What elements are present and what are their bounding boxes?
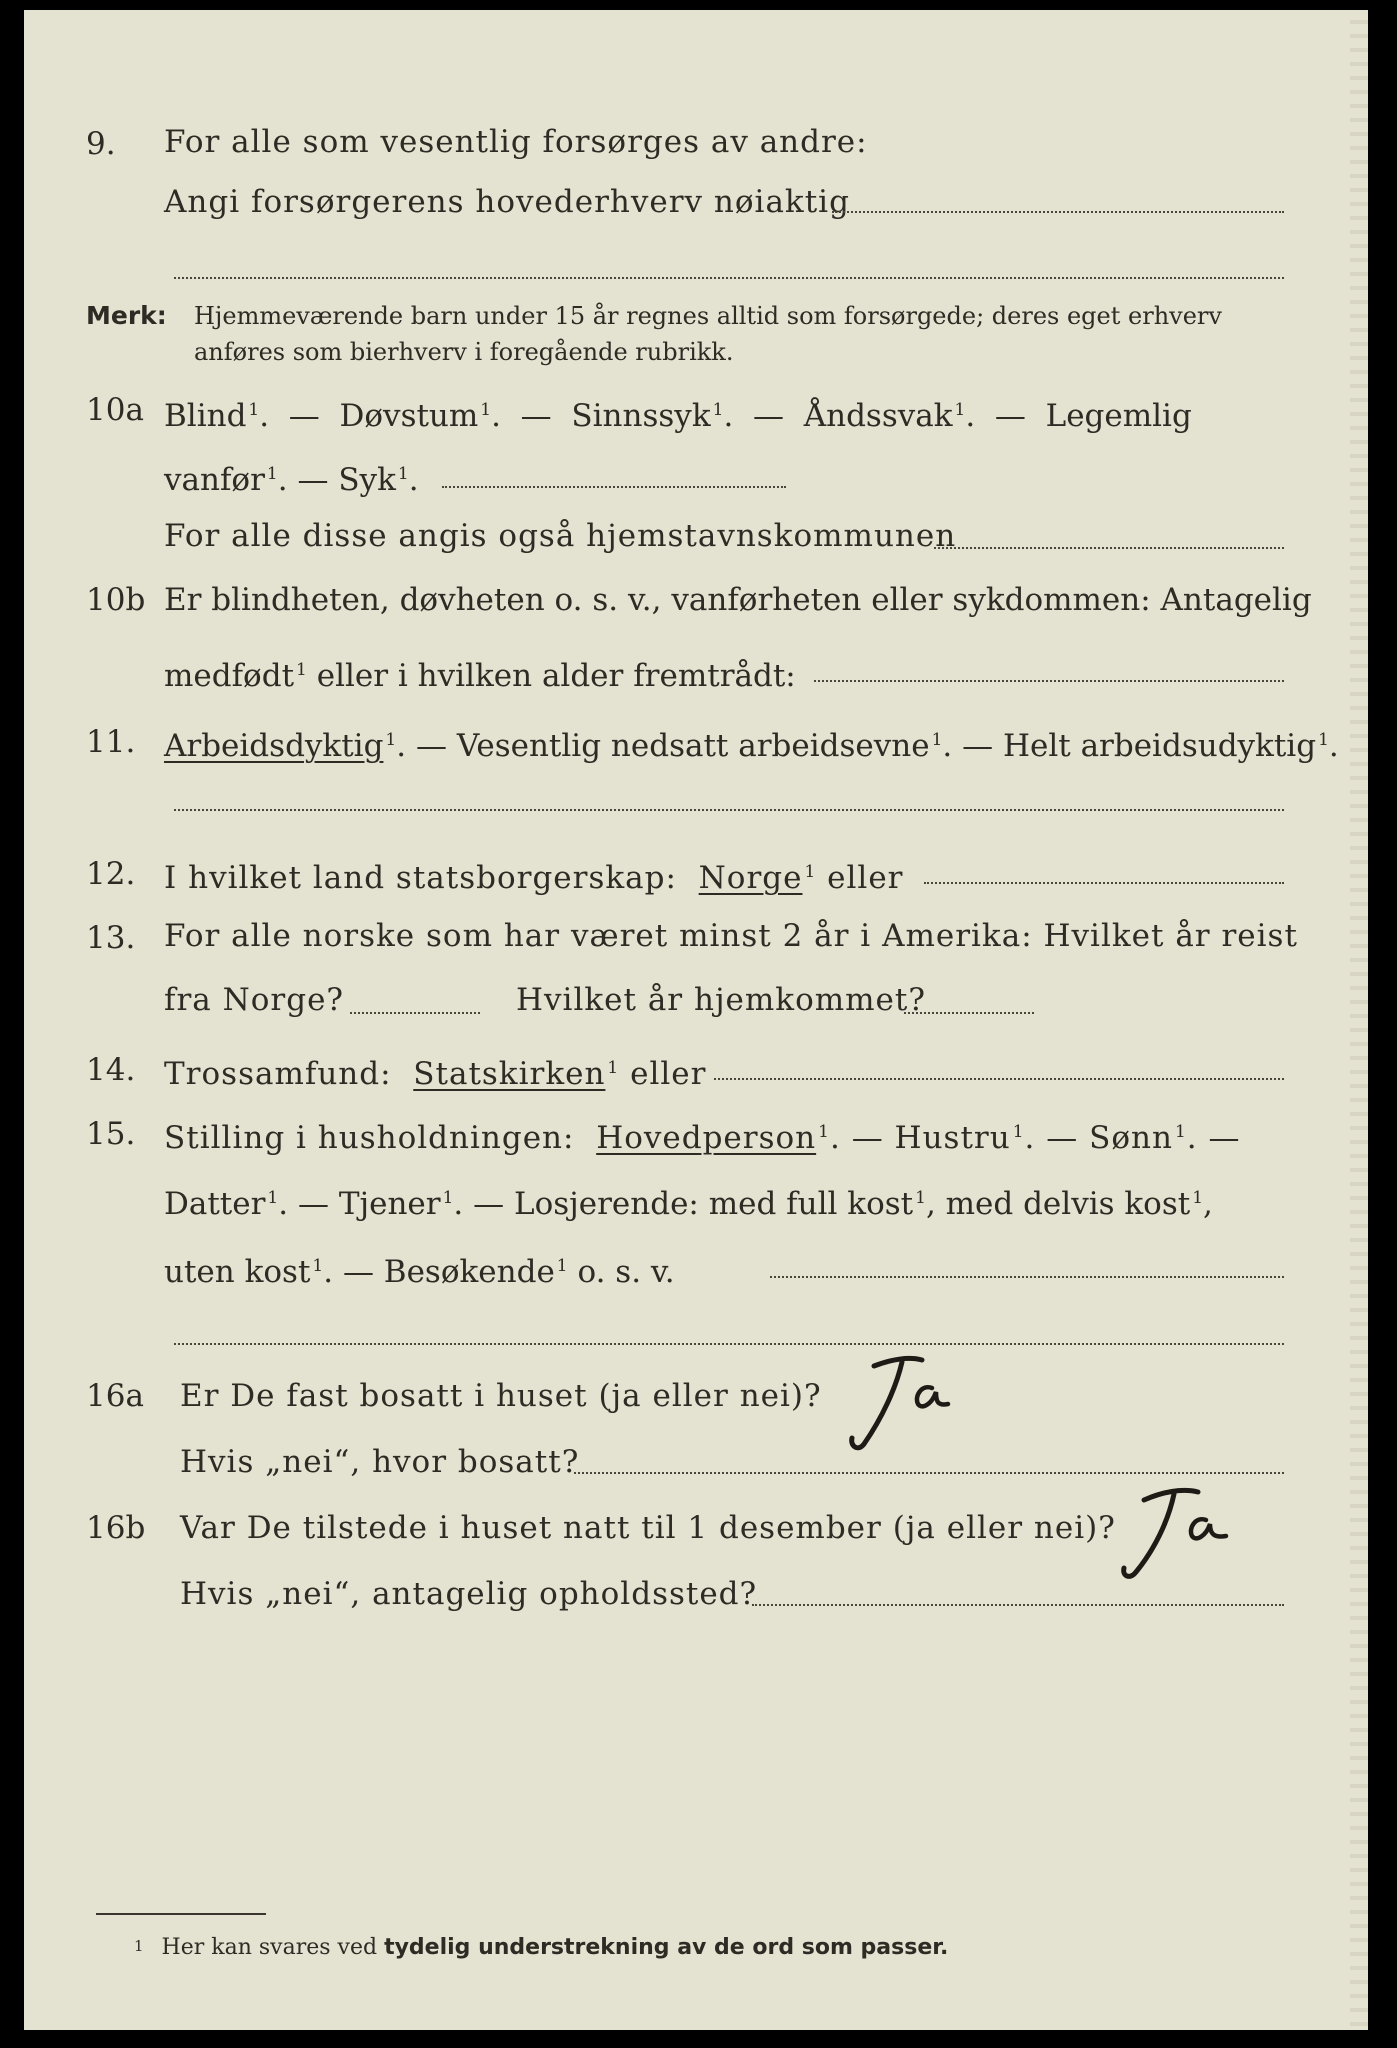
option-andssvak: Åndssvak [803,398,953,434]
q14-line: Trossamfund: Statskirken $^1$ eller [164,1056,707,1092]
q10b-answer-line [814,680,1284,682]
option-arbeidsdyktig: Arbeidsdyktig [164,728,384,764]
footnote-mark: 1 [134,1937,144,1955]
item-number-14: 14. [86,1052,136,1088]
q15-line2: Datter $^1$. — Tjener $^1$. — Losjerende: med full kost $^1$, med delvis kost $^1$, [164,1186,1213,1222]
option-dovstum: Døvstum [339,398,479,434]
q15-answer-line-2 [174,1343,1284,1345]
footnote-pre: Her kan svares ved [161,1935,378,1960]
option-norge: Norge [698,860,803,896]
q10a-line3: For alle disse angis også hjemstavnskommunen [164,518,957,554]
item-number-10a: 10a [86,392,144,428]
q11-answer-line [174,809,1284,811]
option-vanfor: vanfør [164,462,265,498]
q13-hjem: Hvilket år hjemkommet? [516,982,926,1018]
option-hustru: — Hustru [851,1120,1011,1156]
q9-answer-line [832,211,1284,213]
q15-osv: o. s. v. [577,1254,675,1290]
option-blind: Blind [164,398,247,434]
q12-text: I hvilket land statsborgerskap: [164,860,677,896]
q9-answer-line-2 [174,277,1284,279]
item-number-13: 13. [86,920,136,956]
q15-line3: uten kost $^1$. — Besøkende $^1$ o. s. v. [164,1254,675,1290]
q15-text: Stilling i husholdningen: [164,1120,575,1156]
option-uten: uten kost [164,1254,311,1290]
q13-hjem-line [904,1012,1034,1014]
q10a-line1: Blind $^1$. — Døvstum $^1$. — Sinnssyk $^1$. — Åndssvak $^1$. — Legemlig [164,398,1192,434]
merk-label: Merk: [86,301,167,330]
q14-answer-line [714,1078,1284,1080]
option-besokende: — Besøkende [342,1254,555,1290]
form-page [24,10,1368,2030]
option-delvis: , med delvis kost [925,1186,1191,1222]
footnote [134,1931,948,1963]
option-losjerende: — Losjerende: med full kost [473,1186,914,1222]
item-number-11: 11. [86,724,136,760]
q13-reist: fra Norge? [164,982,345,1018]
q10a-line2: vanfør $^1$. — Syk $^1$. [164,462,419,498]
q10a-home-line [934,547,1284,549]
option-syk: Syk [338,462,396,498]
option-statskirken: Statskirken [413,1056,606,1092]
item-number-12: 12. [86,856,136,892]
census-form [24,10,1368,2030]
q11-line: Arbeidsdyktig $^1$. — Vesentlig nedsatt arbeidsevne $^1$. — Helt arbeidsudyktig $^1$. [164,728,1339,764]
option-medfodt: medfødt [164,658,295,694]
footnote-rule [96,1913,266,1915]
q12-eller: eller [827,860,904,896]
option-tjener: — Tjener [297,1186,441,1222]
merk-line1: Hjemmeværende barn under 15 år regnes alltid som forsørgede; deres eget erhverv [194,302,1222,330]
q10b-line2: medfødt $^1$ eller i hvilken alder fremtrådt: [164,658,796,694]
option-legemlig: Legemlig [1045,398,1192,434]
item-number-10b: 10b [86,582,146,618]
q16b-line1: Var De tilstede i huset natt til 1 desember (ja eller nei)? [180,1510,1116,1546]
q13-reist-line [350,1012,480,1014]
q9-line1: For alle som vesentlig forsørges av andre: [164,124,868,160]
item-number-16a: 16a [86,1378,144,1414]
q16b-answer-line [752,1604,1284,1606]
q12-answer-line [924,882,1284,884]
q10b-alder: eller i hvilken alder fremtrådt: [316,658,796,694]
q15-answer-line [770,1276,1284,1278]
item-number-16b: 16b [86,1510,146,1546]
q14-eller: eller [630,1056,707,1092]
q9-line2: Angi forsørgerens hovederhverv nøiaktig [164,184,850,220]
option-sinnssyk: Sinnssyk [571,398,711,434]
footnote-bold: tydelig understrekning av de ord som passer. [384,1935,949,1960]
merk-line2: anføres som bierhverv i foregående rubrikk. [194,338,734,366]
item-number-15: 15. [86,1116,136,1152]
q12-line: I hvilket land statsborgerskap: Norge $^1$ eller [164,860,904,896]
q16a-answer-line [574,1472,1284,1474]
q16b-line2: Hvis „nei“, antagelig opholdssted? [180,1576,758,1612]
option-udyktig: — Helt arbeidsudyktig [962,728,1317,764]
q14-text: Trossamfund: [164,1056,392,1092]
q10b-line1: Er blindheten, døvheten o. s. v., vanførheten eller sykdommen: Antagelig [164,582,1312,618]
q15-line1: Stilling i husholdningen: Hovedperson $^1$. — Hustru $^1$. — Sønn $^1$. — [164,1120,1241,1156]
handwritten-answer-16b [1098,1480,1248,1590]
handwritten-answer-16a [830,1348,970,1458]
q10a-answer-line [442,486,786,488]
option-sonn: — Sønn [1046,1120,1173,1156]
option-hovedperson: Hovedperson [596,1120,817,1156]
item-number-9: 9. [86,126,116,162]
option-datter: Datter [164,1186,266,1222]
q13-line1: For alle norske som har været minst 2 år i Amerika: Hvilket år reist [164,918,1298,954]
q16a-line2: Hvis „nei“, hvor bosatt? [180,1444,580,1480]
option-nedsatt: — Vesentlig nedsatt arbeidsevne [415,728,930,764]
q16a-line1: Er De fast bosatt i huset (ja eller nei)? [180,1378,822,1414]
